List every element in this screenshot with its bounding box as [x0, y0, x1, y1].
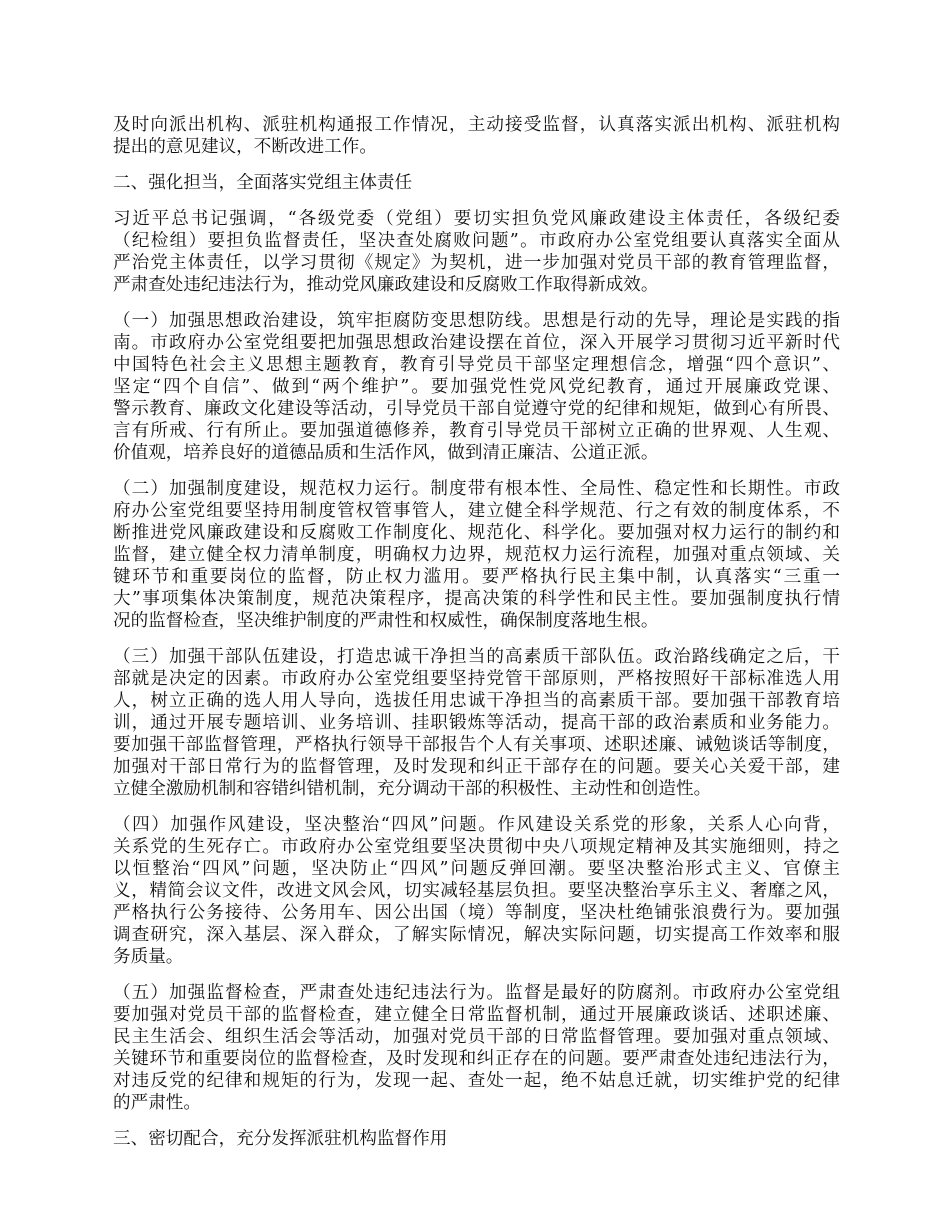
text-line: 键环节和重要岗位的监督，防止权力滥用。要严格执行民主集中制，认真落实“三重一 [113, 567, 840, 587]
text-line: 中国特色社会主义思想主题教育，教育引导党员干部坚定理想信念，增强“四个意识”、 [113, 355, 840, 375]
text-line: 严治党主体责任，以学习贯彻《规定》为契机，进一步加强对党员干部的教育管理监督， [113, 253, 840, 273]
text-line: 严肃查处违纪违法行为，推动党风廉政建设和反腐败工作取得新成效。 [113, 275, 659, 295]
text-line: 以恒整治“四风”问题，坚决防止“四风”问题反弹回潮。要坚决整治形式主义、官僚主 [113, 859, 840, 879]
text-line: （纪检组）要担负监督责任，坚决查处腐败问题”。市政府办公室党组要认真落实全面从 [113, 231, 840, 251]
paragraph [113, 208, 840, 296]
text-line: 南。市政府办公室党组要把加强思想政治建设摆在首位，深入开展学习贯彻习近平新时代 [113, 333, 840, 353]
text-line: 人，树立正确的选人用人导向，选拔任用忠诚干净担当的高素质干部。要加强干部教育培 [113, 691, 840, 711]
text-line: （一）加强思想政治建设，筑牢拒腐防变思想防线。思想是行动的先导，理论是实践的指 [113, 311, 840, 331]
text-line: 府办公室党组要坚持用制度管权管事管人，建立健全科学规范、行之有效的制度体系，不 [113, 501, 840, 521]
text-line: 要加强干部监督管理，严格执行领导干部报告个人有关事项、述职述廉、诫勉谈话等制度， [113, 735, 840, 755]
text-line: 调查研究，深入基层、深入群众，了解实际情况，解决实际问题，切实提高工作效率和服 [113, 925, 840, 945]
text-line: 加强对干部日常行为的监督管理，及时发现和纠正干部存在的问题。要关心关爱干部，建 [113, 757, 840, 777]
text-line: 监督，建立健全权力清单制度，明确权力边界，规范权力运行流程，加强对重点领域、关 [113, 545, 840, 565]
text-line: 价值观，培养良好的道德品质和生活作风，做到清正廉洁、公道正派。 [113, 443, 659, 463]
text-line: 的严肃性。 [113, 1093, 201, 1113]
paragraph [113, 646, 840, 800]
text-line: （三）加强干部队伍建设，打造忠诚干净担当的高素质干部队伍。政治路线确定之后，干 [113, 647, 840, 667]
text-line: 习近平总书记强调，“各级党委（党组）要切实担负党风廉政建设主体责任，各级纪委 [113, 209, 840, 229]
section-heading [113, 1128, 840, 1150]
text-line: 大”事项集体决策制度，规范决策程序，提高决策的科学性和民主性。要加强制度执行情 [113, 589, 840, 609]
text-line: 义，精简会议文件，改进文风会风，切实减轻基层负担。要坚决整治享乐主义、奢靡之风， [113, 881, 840, 901]
text-line: 要加强对党员干部的监督检查，建立健全日常监督机制，通过开展廉政谈话、述职述廉、 [113, 1005, 840, 1025]
section-heading [113, 172, 840, 194]
text-line: 提出的意见建议，不断改进工作。 [113, 137, 377, 157]
text-line: 部就是决定的因素。市政府办公室党组要坚持党管干部原则，严格按照好干部标准选人用 [113, 669, 840, 689]
text-line: 三、密切配合，充分发挥派驻机构监督作用 [113, 1129, 448, 1149]
paragraph [113, 310, 840, 464]
text-line: 务质量。 [113, 947, 184, 967]
text-line: 及时向派出机构、派驻机构通报工作情况，主动接受监督，认真落实派出机构、派驻机构 [113, 115, 840, 135]
text-line: 对违反党的纪律和规矩的行为，发现一起、查处一起，绝不姑息迁就，切实维护党的纪律 [113, 1071, 840, 1091]
text-line: 言有所戒、行有所止。要加强道德修养，教育引导党员干部树立正确的世界观、人生观、 [113, 421, 840, 441]
text-line: （二）加强制度建设，规范权力运行。制度带有根本性、全局性、稳定性和长期性。市政 [113, 479, 840, 499]
text-line: 民主生活会、组织生活会等活动，加强对党员干部的日常监督管理。要加强对重点领域、 [113, 1027, 840, 1047]
paragraph [113, 114, 840, 158]
text-line: （四）加强作风建设，坚决整治“四风”问题。作风建设关系党的形象，关系人心向背， [113, 815, 840, 835]
paragraph [113, 814, 840, 968]
text-line: （五）加强监督检查，严肃查处违纪违法行为。监督是最好的防腐剂。市政府办公室党组 [113, 983, 840, 1003]
text-line: 况的监督检查，坚决维护制度的严肃性和权威性，确保制度落地生根。 [113, 611, 659, 631]
text-line: 关键环节和重要岗位的监督检查，及时发现和纠正存在的问题。要严肃查处违纪违法行为， [113, 1049, 840, 1069]
paragraph [113, 982, 840, 1114]
document-body [113, 114, 840, 1164]
text-line: 训，通过开展专题培训、业务培训、挂职锻炼等活动，提高干部的政治素质和业务能力。 [113, 713, 840, 733]
paragraph [113, 478, 840, 632]
text-line: 关系党的生死存亡。市政府办公室党组要坚决贯彻中央八项规定精神及其实施细则，持之 [113, 837, 840, 857]
text-line: 断推进党风廉政建设和反腐败工作制度化、规范化、科学化。要加强对权力运行的制约和 [113, 523, 840, 543]
text-line: 严格执行公务接待、公务用车、因公出国（境）等制度，坚决杜绝铺张浪费行为。要加强 [113, 903, 840, 923]
text-line: 坚定“四个自信”、做到“两个维护”。要加强党性党风党纪教育，通过开展廉政党课、 [113, 377, 840, 397]
text-line: 警示教育、廉政文化建设等活动，引导党员干部自觉遵守党的纪律和规矩，做到心有所畏、 [113, 399, 840, 419]
text-line: 二、强化担当，全面落实党组主体责任 [113, 173, 413, 193]
text-line: 立健全激励机制和容错纠错机制，充分调动干部的积极性、主动性和创造性。 [113, 779, 712, 799]
